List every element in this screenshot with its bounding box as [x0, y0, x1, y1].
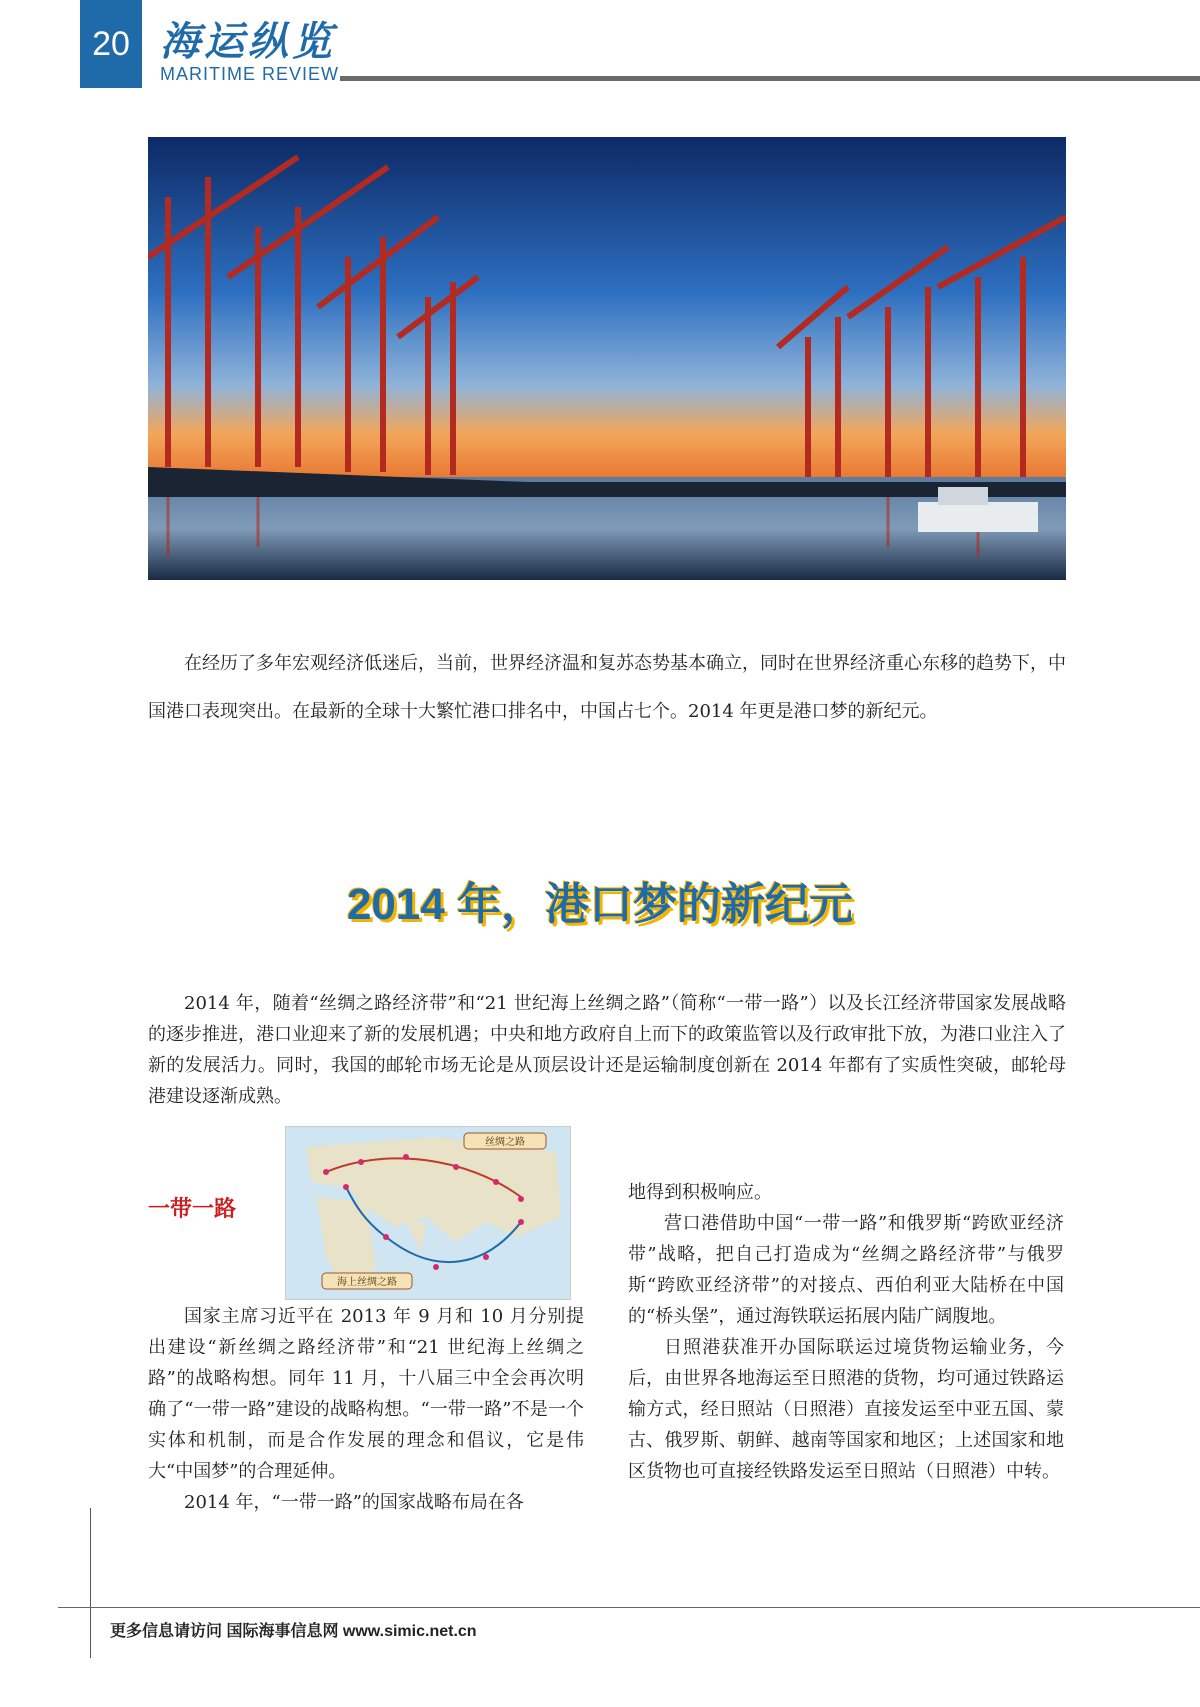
- page-number: 20: [80, 0, 142, 88]
- port-cranes-photo: [148, 137, 1066, 580]
- lead-paragraph: 2014 年，随着“丝绸之路经济带”和“21 世纪海上丝绸之路”（简称“一带一路”）以及长江经济带国家发展战略的逐步推进，港口业迎来了新的发展机遇；中央和地方政府自上而下的政策监管以及行政审批下放，为港口业注入了新的发展活力。同时，我国的邮轮市场无论是从顶层设计还是运输制度创新在 2014 年都有了实质性突破，邮轮母港建设逐渐成熟。: [148, 993, 1066, 1107]
- magazine-subtitle: MARITIME REVIEW: [160, 64, 340, 84]
- left-paragraph: 2014 年，“一带一路”的国家战略布局在各: [184, 1492, 524, 1513]
- right-paragraph: 日照港获准开办国际联运过境货物运输业务，今后，由世界各地海运至日照港的货物，均可通过铁路运输方式，经日照站（日照港）直接发运至中亚五国、蒙古、俄罗斯、朝鲜、越南等国家和地区；上述国家和地区货物也可直接经铁路发运至日照站（日照港）中转。: [628, 1337, 1064, 1482]
- section-title: 2014 年，港口梦的新纪元: [346, 880, 854, 929]
- left-margin-rule: [90, 1508, 91, 1658]
- left-column: [148, 1301, 584, 1518]
- right-continuation: 地得到积极响应。: [628, 1182, 772, 1203]
- left-paragraph: 国家主席习近平在 2013 年 9 月和 10 月分别提出建设“新丝绸之路经济带”和“21 世纪海上丝绸之路”的战略构想。同年 11 月，十八届三中全会再次明确了“一带一路”建设的战略构想。“一带一路”不是一个实体和机制，而是合作发展的理念和倡议，它是伟大“中国梦”的合理延伸。: [148, 1306, 584, 1482]
- header-rule: [340, 76, 1200, 81]
- magazine-title: 海运纵览: [160, 18, 336, 65]
- map-label-land: 丝绸之路: [485, 1137, 525, 1148]
- belt-road-map: [285, 1126, 571, 1300]
- right-column: [628, 1177, 1064, 1487]
- intro-paragraph: 在经历了多年宏观经济低迷后，当前，世界经济温和复苏态势基本确立，同时在世界经济重心东移的趋势下，中国港口表现突出。在最新的全球十大繁忙港口排名中，中国占七个。2014 年更是港口梦的新纪元。: [148, 653, 1066, 722]
- footer-text: 更多信息请访问 国际海事信息网 www.simic.net.cn: [110, 1623, 477, 1640]
- subhead-belt-road: 一带一路: [148, 1196, 237, 1221]
- footer-rule: [58, 1607, 1200, 1608]
- right-paragraph: 营口港借助中国“一带一路”和俄罗斯“跨欧亚经济带”战略，把自己打造成为“丝绸之路经济带”与俄罗斯“跨欧亚经济带”的对接点、西伯利亚大陆桥在中国的“桥头堡”，通过海铁联运拓展内陆广阔腹地。: [628, 1213, 1064, 1327]
- map-label-sea: 海上丝绸之路: [337, 1277, 397, 1288]
